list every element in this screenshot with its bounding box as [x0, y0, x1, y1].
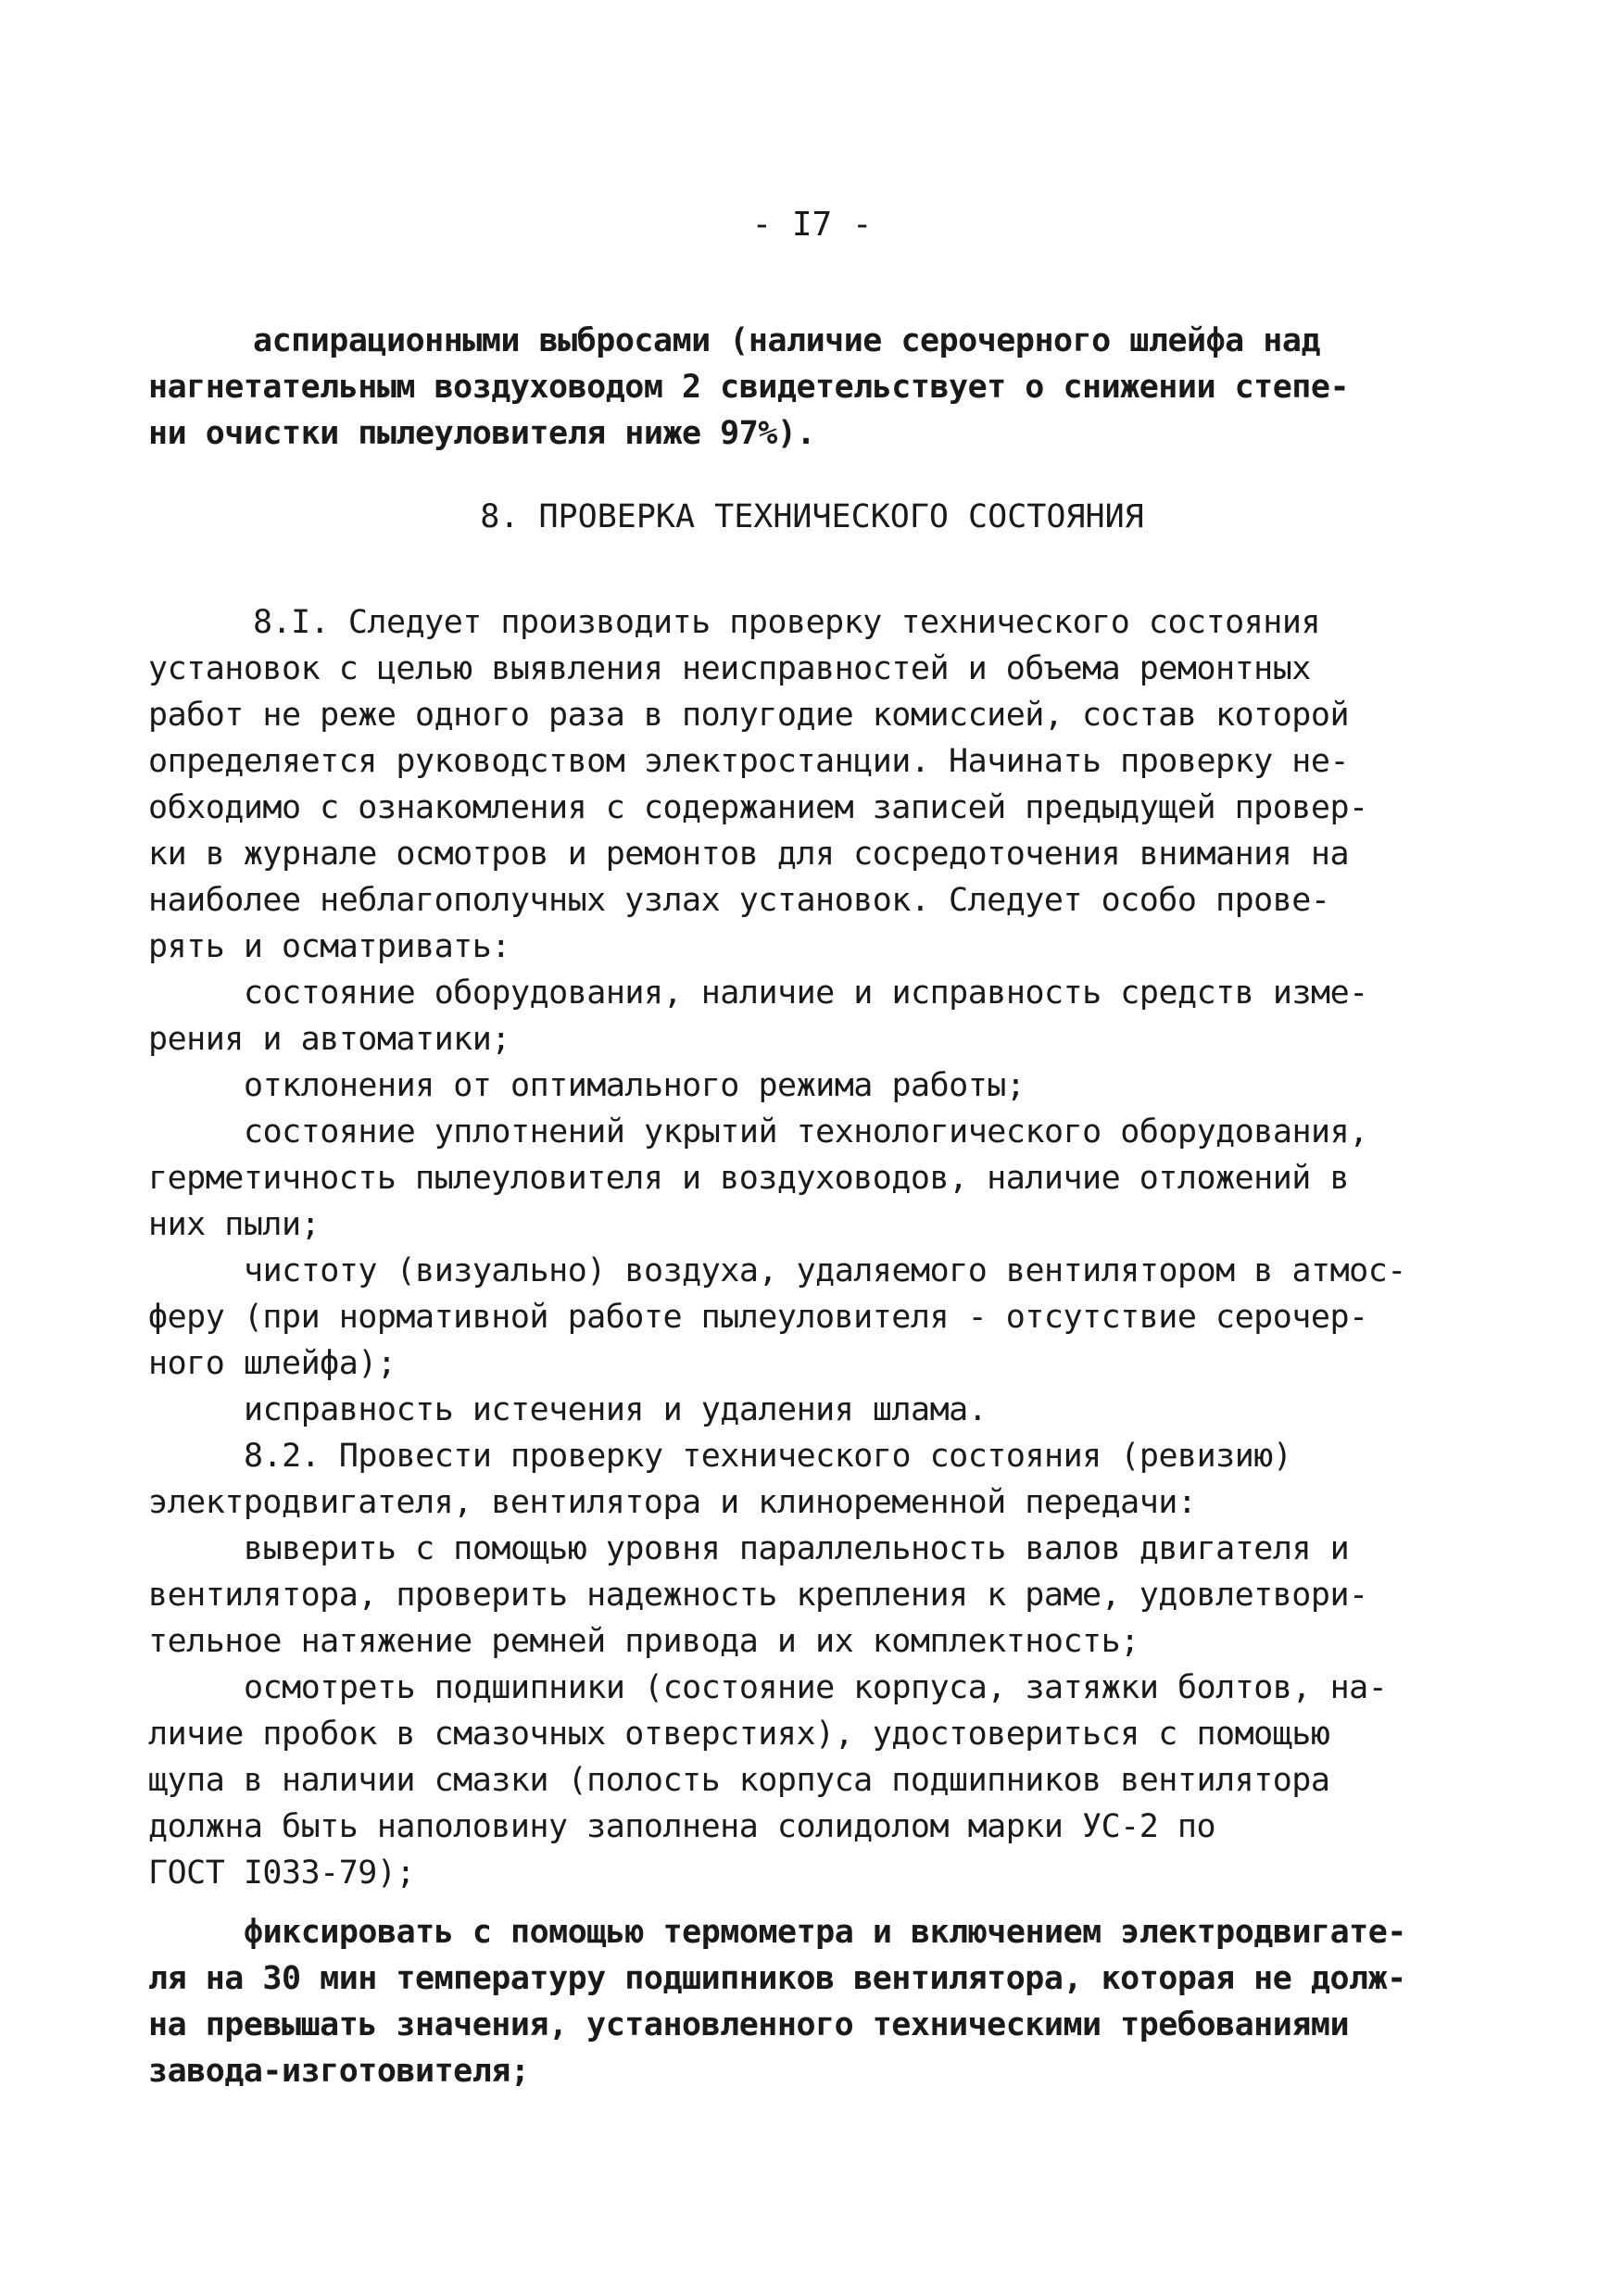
text-line: электродвигателя, вентилятора и клиноременной передачи:: [148, 1484, 1197, 1521]
text-line: исправность истечения и удаления шлама.: [244, 1391, 988, 1428]
text-line: 8.I. Следует производить проверку технического состояния: [253, 604, 1321, 641]
text-line: феру (при нормативной работе пылеуловителя - отсутствие серочер-: [148, 1299, 1368, 1336]
text-line: ГОСТ I033-79);: [148, 1854, 416, 1892]
text-line: выверить с помощью уровня параллельность валов двигателя и: [244, 1530, 1350, 1567]
text-line: нагнетательным воздуховодом 2 свидетельствует о снижении степе-: [148, 369, 1350, 406]
text-line: определяется руководством электростанции. Начинать проверку не-: [148, 743, 1350, 780]
text-line: должна быть наполовину заполнена солидолом марки УС-2 по: [148, 1808, 1216, 1845]
text-line: герметичность пылеуловителя и воздуховодов, наличие отложений в: [148, 1160, 1350, 1197]
text-line: тельное натяжение ремней привода и их комплектность;: [148, 1623, 1139, 1660]
text-line: ного шлейфа);: [148, 1345, 397, 1382]
text-line: чистоту (визуально) воздуха, удаляемого вентилятором в атмос-: [244, 1252, 1406, 1289]
text-line: ки в журнале осмотров и ремонтов для сосредоточения внимания на: [148, 836, 1350, 873]
text-line: наиболее неблагополучных узлах установок. Следует особо прове-: [148, 882, 1330, 919]
text-line: личие пробок в смазочных отверстиях), удостовериться с помощью: [148, 1716, 1330, 1753]
text-line: осмотреть подшипники (состояние корпуса, затяжки болтов, на-: [244, 1669, 1388, 1706]
text-line: завода-изготовителя;: [148, 2053, 530, 2090]
text-line: рять и осматривать:: [148, 928, 510, 965]
page-number: - I7 -: [751, 206, 873, 244]
text-line: вентилятора, проверить надежность крепления к раме, удовлетвори-: [148, 1577, 1368, 1614]
text-line: на превышать значения, установленного техническими требованиями: [148, 2006, 1350, 2043]
text-line: установок с целью выявления неисправностей и объема ремонтных: [148, 650, 1311, 687]
text-line: отклонения от оптимального режима работы;: [244, 1067, 1026, 1104]
text-line: обходимо с ознакомления с содержанием записей предыдущей провер-: [148, 789, 1368, 826]
text-line: них пыли;: [148, 1206, 321, 1243]
text-line: состояние уплотнений укрытий технологического оборудования,: [244, 1113, 1368, 1150]
text-line: аспирационными выбросами (наличие серочерного шлейфа над: [253, 322, 1321, 359]
text-line: рения и автоматики;: [148, 1021, 510, 1058]
section-heading: 8. ПРОВЕРКА ТЕХНИЧЕСКОГО СОСТОЯНИЯ: [480, 498, 1144, 535]
text-line: работ не реже одного раза в полугодие комиссией, состав которой: [148, 697, 1350, 734]
text-line: фиксировать с помощью термометра и включением электродвигате-: [244, 1914, 1406, 1951]
text-line: ни очистки пылеуловителя ниже 97%).: [148, 415, 816, 452]
text-line: 8.2. Провести проверку технического состояния (ревизию): [244, 1438, 1292, 1475]
text-line: ля на 30 мин температуру подшипников вентилятора, которая не долж-: [148, 1960, 1406, 1997]
text-line: состояние оборудования, наличие и исправность средств изме-: [244, 974, 1368, 1012]
text-line: щупа в наличии смазки (полость корпуса подшипников вентилятора: [148, 1762, 1330, 1799]
